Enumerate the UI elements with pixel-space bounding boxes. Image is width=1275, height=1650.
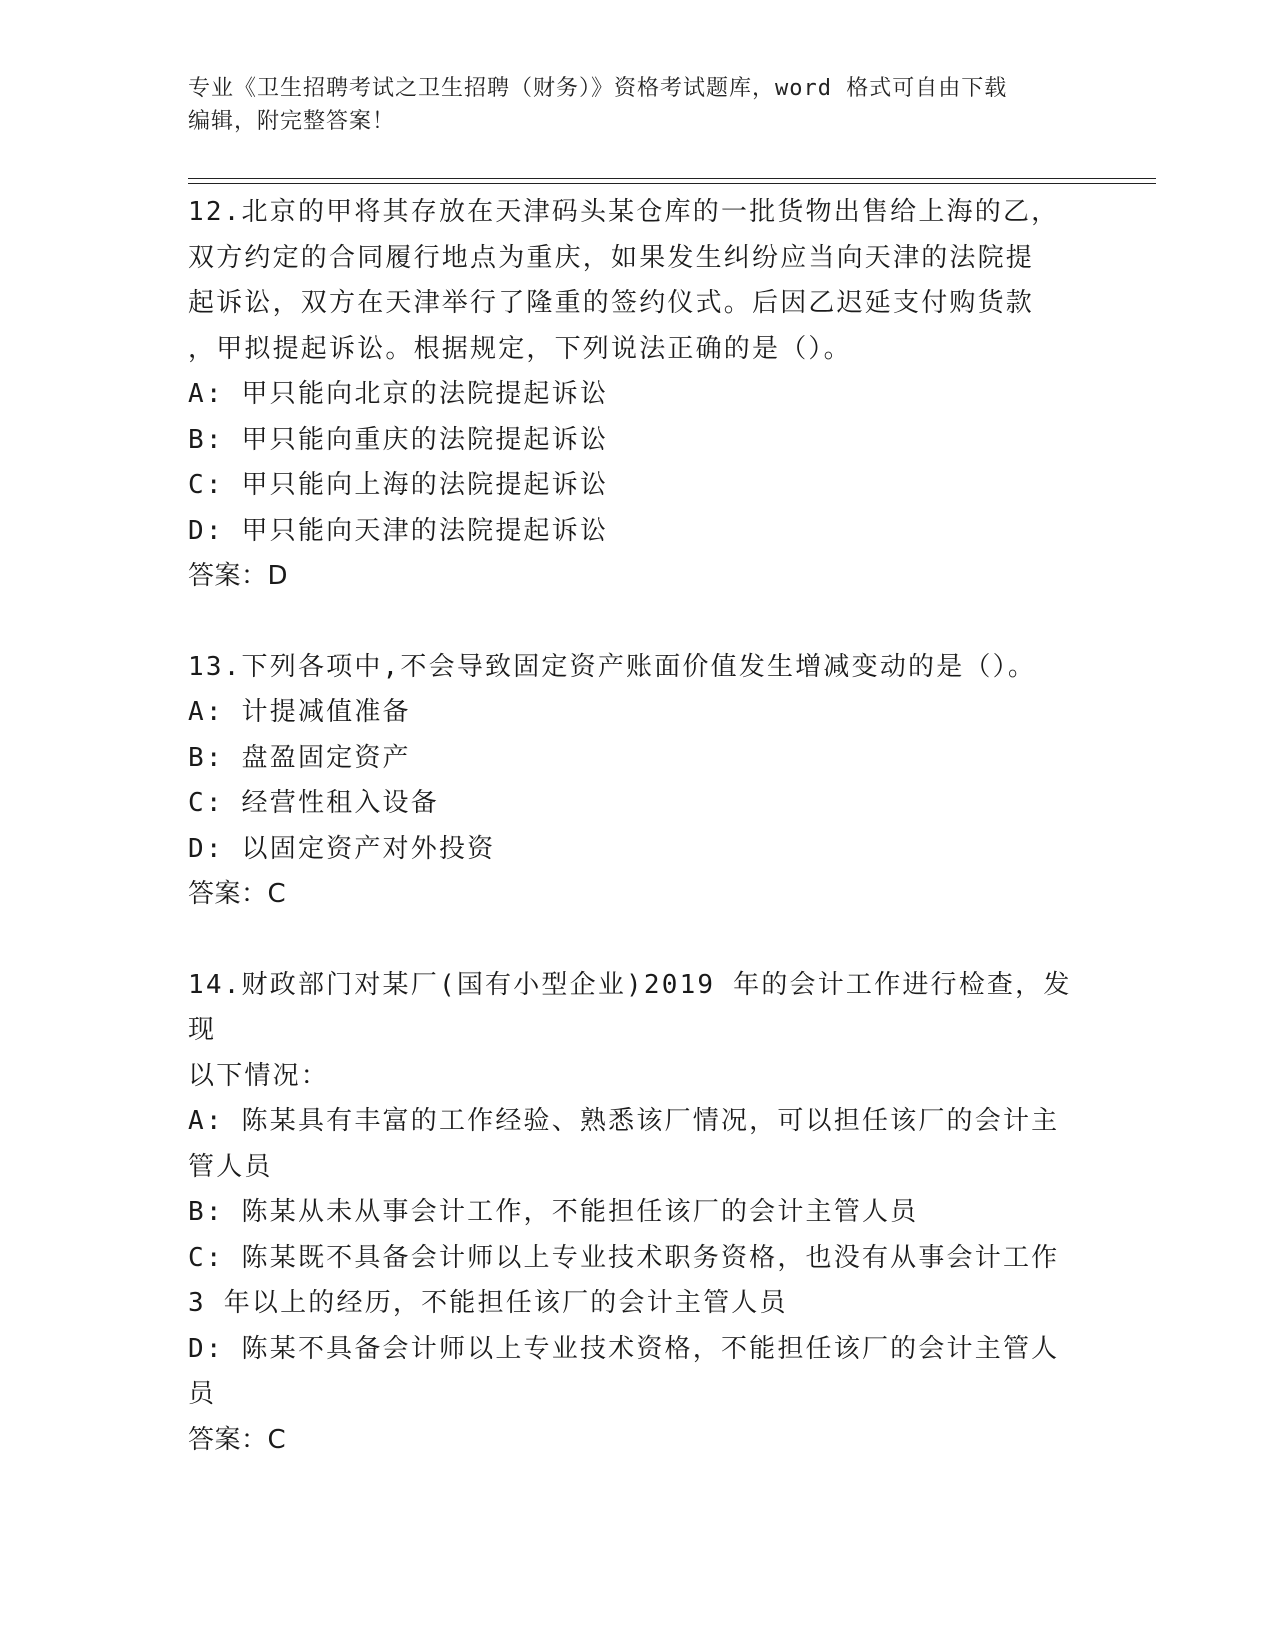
question-14 bbox=[188, 963, 1088, 1464]
question-stem-line: 以下情况： bbox=[188, 1060, 330, 1091]
option-a: A: 计提减值准备 bbox=[188, 697, 411, 727]
option-c: C: 甲只能向上海的法院提起诉讼 bbox=[188, 470, 609, 500]
question-stem-line: 起诉讼，双方在天津举行了隆重的签约仪式。后因乙迟延支付购货款 bbox=[188, 288, 1035, 318]
option-b: B: 盘盈固定资产 bbox=[188, 742, 411, 773]
option-c: C: 陈某既不具备会计师以上专业技术职务资格，也没有从事会计工作 bbox=[188, 1242, 1060, 1273]
option-b: B: 陈某从未从事会计工作，不能担任该厂的会计主管人员 bbox=[188, 1197, 919, 1227]
option-a: A: 陈某具有丰富的工作经验、熟悉该厂情况，可以担任该厂的会计主 bbox=[188, 1106, 1060, 1136]
question-list bbox=[188, 190, 1088, 1463]
option-a-continued: 管人员 bbox=[188, 1151, 273, 1182]
page-header bbox=[188, 72, 1068, 138]
option-d: D: 以固定资产对外投资 bbox=[188, 833, 496, 864]
header-line: 专业《卫生招聘考试之卫生招聘（财务）》资格考试题库，word 格式可自由下载 bbox=[188, 76, 1008, 101]
header-divider-top bbox=[188, 178, 1156, 179]
question-stem-line: 14.财政部门对某厂(国有小型企业)2019 年的会计工作进行检查，发现 bbox=[188, 969, 1072, 1045]
option-d: D: 甲只能向天津的法院提起诉讼 bbox=[188, 515, 609, 546]
option-b: B: 甲只能向重庆的法院提起诉讼 bbox=[188, 424, 609, 455]
answer-line: 答案：D bbox=[188, 561, 289, 591]
answer-line: 答案：C bbox=[188, 1424, 287, 1455]
question-13 bbox=[188, 645, 1088, 918]
question-stem-line: 双方约定的合同履行地点为重庆，如果发生纠纷应当向天津的法院提 bbox=[188, 242, 1035, 273]
question-stem-line: ，甲拟提起诉讼。根据规定，下列说法正确的是（）。 bbox=[188, 333, 852, 364]
option-c: C: 经营性租入设备 bbox=[188, 788, 439, 818]
header-divider-bottom bbox=[188, 183, 1156, 184]
option-c-continued: 3 年以上的经历，不能担任该厂的会计主管人员 bbox=[188, 1288, 788, 1318]
question-stem-line: 13.下列各项中,不会导致固定资产账面价值发生增减变动的是（）。 bbox=[188, 651, 1037, 682]
question-12 bbox=[188, 190, 1088, 600]
header-line: 编辑，附完整答案！ bbox=[188, 109, 396, 134]
option-d: D: 陈某不具备会计师以上专业技术资格，不能担任该厂的会计主管人 bbox=[188, 1333, 1060, 1364]
option-d-continued: 员 bbox=[188, 1379, 217, 1409]
option-a: A: 甲只能向北京的法院提起诉讼 bbox=[188, 379, 609, 409]
question-stem-line: 12.北京的甲将其存放在天津码头某仓库的一批货物出售给上海的乙， bbox=[188, 197, 1060, 227]
answer-line: 答案：C bbox=[188, 879, 287, 909]
